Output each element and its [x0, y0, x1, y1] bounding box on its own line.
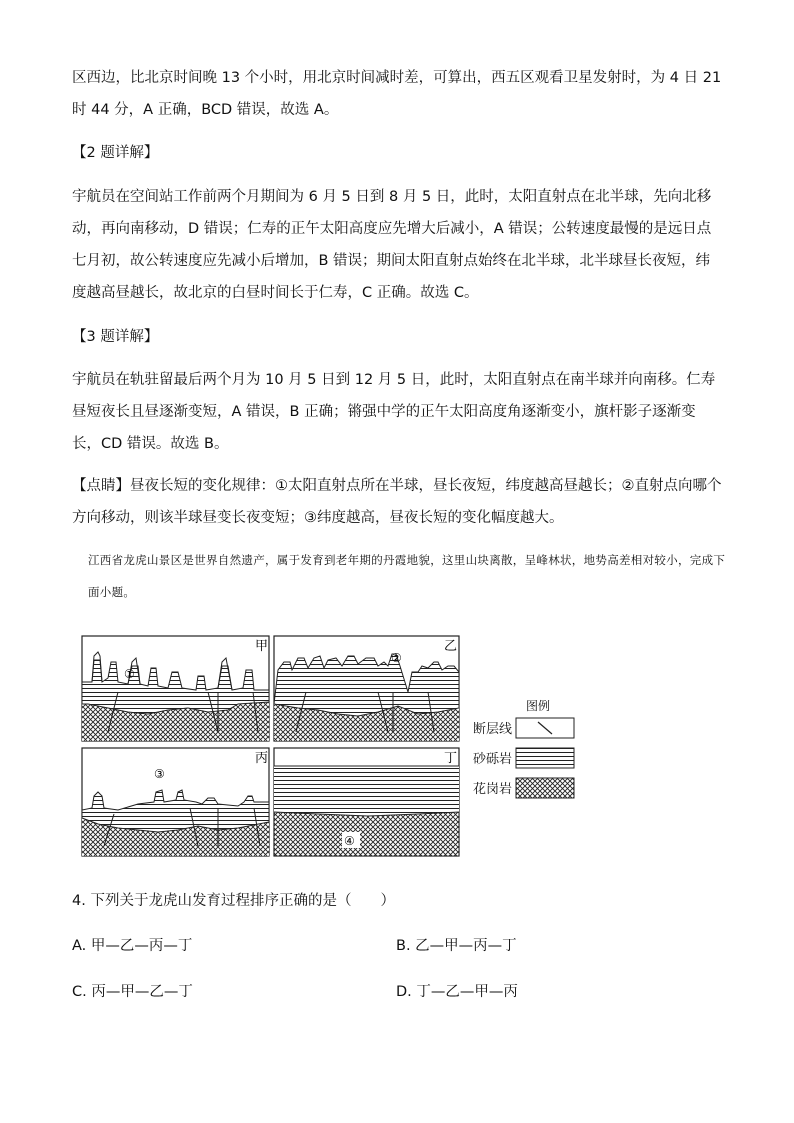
panel-bing — [82, 748, 269, 856]
panel-label-yi: 乙 — [444, 639, 458, 654]
landform-diagram — [78, 632, 478, 864]
legend-swatch-fault — [516, 718, 574, 738]
panel-yi — [274, 636, 459, 741]
option-b[interactable]: B. 乙—甲—丙—丁 — [396, 938, 517, 954]
legend-label-fault: 断层线 — [473, 722, 513, 737]
question-intro: 江西省龙虎山景区是世界自然遗产，属于发育到老年期的丹霞地貌，这里山块离散，呈峰林状，地势高差相对较小，完成下面小题。 — [88, 553, 726, 599]
marker-1: ① — [124, 667, 135, 681]
panel-jia — [82, 636, 269, 741]
section-heading-q3: 【3 题详解】 — [72, 329, 159, 345]
marker-4: ④ — [344, 834, 355, 848]
answer-3-explanation: 宇航员在轨驻留最后两个月为 10 月 5 日到 12 月 5 日，此时，太阳直射点在南半球并向南移。仁寿昼短夜长且昼逐渐变短，A 错误，B 正确；锵强中学的正午太阳高度角逐渐变小，旗杆影子逐渐变长，CD 错误。故选 B。 — [72, 372, 716, 452]
panel-label-bing: 丙 — [255, 751, 269, 766]
marker-2: ② — [391, 651, 402, 665]
legend-label-granite: 花岗岩 — [473, 782, 513, 797]
legend-swatch-granite — [516, 778, 574, 798]
option-d[interactable]: D. 丁—乙—甲—丙 — [396, 984, 518, 1000]
question-4-stem: 4. 下列关于龙虎山发育过程排序正确的是（ ） — [72, 893, 395, 909]
legend-swatch-sandstone — [516, 748, 574, 768]
legend-swatches — [510, 716, 580, 798]
key-point-note: 【点睛】昼夜长短的变化规律：①太阳直射点所在半球，昼长夜短，纬度越高昼越长；②直射点向哪个方向移动，则该半球昼变长夜变短；③纬度越高，昼夜长短的变化幅度越大。 — [72, 478, 722, 526]
answer-2-explanation: 宇航员在空间站工作前两个月期间为 6 月 5 日到 8 月 5 日，此时，太阳直射点在北半球，先向北移动，再向南移动，D 错误；仁寿的正午太阳高度应先增大后减小，A 错误；公转速度最慢的是远日点七月初，故公转速度应先减小后增加，B 错误；期间太阳直射点始终在北半球，北半球昼长夜短，纬度越高昼越长，故北京的白昼时间长于仁寿，C 正确。故选 C。 — [72, 189, 712, 301]
panel-label-jia: 甲 — [255, 639, 269, 654]
legend-label-sandstone: 砂砾岩 — [473, 752, 513, 767]
marker-3: ③ — [154, 767, 165, 781]
answer-1-conclusion: 区西边，比北京时间晚 13 个小时，用北京时间减时差，可算出，西五区观看卫星发射时，为 4 日 21 时 44 分，A 正确，BCD 错误，故选 A。 — [72, 70, 722, 118]
panel-label-ding: 丁 — [444, 751, 458, 766]
option-a[interactable]: A. 甲—乙—丙—丁 — [72, 938, 193, 954]
section-heading-q2: 【2 题详解】 — [72, 145, 159, 161]
option-c[interactable]: C. 丙—甲—乙—丁 — [72, 984, 193, 1000]
panel-ding — [274, 748, 459, 856]
legend-title: 图例 — [526, 699, 551, 713]
